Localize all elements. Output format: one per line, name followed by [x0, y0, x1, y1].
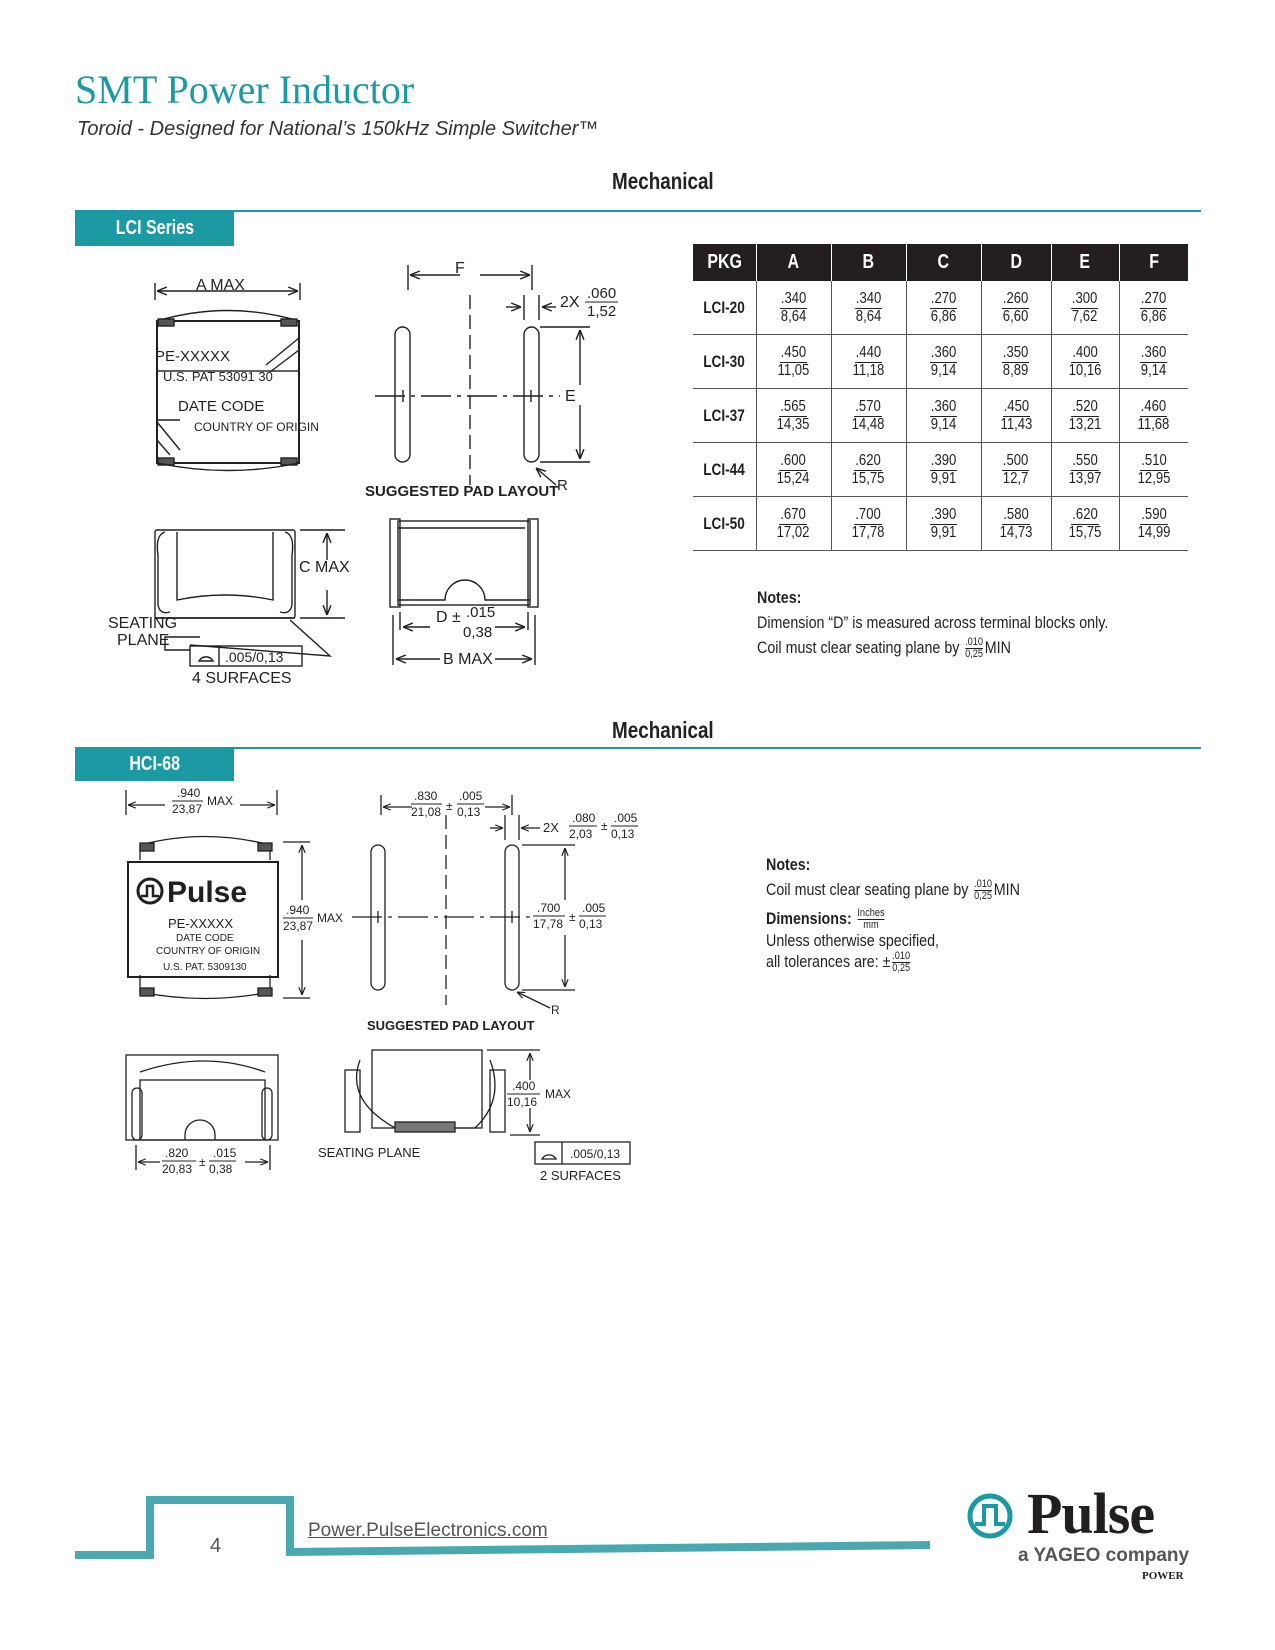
- dim-cell: $\frac{.550}{13,97}$: [1051, 443, 1119, 497]
- dim-cell: $\frac{.600}{15,24}$: [756, 443, 831, 497]
- hci-ht-in: .400: [512, 1079, 536, 1093]
- hci-padw-in: .080: [572, 811, 596, 825]
- hci-ht-mm: 10,16: [507, 1095, 538, 1109]
- pkg-cell: LCI-30: [693, 335, 756, 389]
- page-title: SMT Power Inductor: [75, 67, 415, 112]
- dim-b-max: B MAX: [443, 651, 493, 668]
- flatness-label: .005/0,13: [225, 649, 284, 665]
- hci-r: R: [551, 1003, 560, 1017]
- pkg-cell: LCI-20: [693, 281, 756, 335]
- pad-layout-label: SUGGESTED PAD LAYOUT: [365, 483, 559, 500]
- dim-cell: $\frac{.390}{9,91}$: [906, 497, 981, 551]
- dim-cell: $\frac{.340}{8,64}$: [831, 281, 906, 335]
- hci-dtol-mm: 0,38: [209, 1162, 233, 1176]
- hci-pm-2: ±: [601, 819, 608, 833]
- lci-notes-heading: Notes:: [757, 588, 802, 607]
- dim-cell: $\frac{.700}{17,78}$: [831, 497, 906, 551]
- hci-marking-part: PE-XXXXX: [168, 916, 234, 931]
- dim-cell: $\frac{.500}{12,7}$: [981, 443, 1051, 497]
- marking-part: PE-XXXXX: [155, 348, 231, 365]
- hci-d-in: .820: [165, 1146, 189, 1160]
- hci-pm-3: ±: [569, 910, 576, 924]
- dim-f: F: [455, 260, 465, 277]
- footer-logo-text: Pulse: [1027, 1481, 1155, 1546]
- hci-w-max: MAX: [207, 794, 234, 808]
- hci-marking-date: DATE CODE: [176, 933, 234, 944]
- series-tab-hci: HCI-68: [75, 748, 234, 781]
- hci-pad-mm: 21,08: [411, 805, 442, 819]
- hci-pm-1: ±: [446, 799, 453, 813]
- dim-cell: $\frac{.565}{14,35}$: [756, 389, 831, 443]
- surfaces-label: 4 SURFACES: [192, 670, 292, 687]
- hci-padh-tol-mm: 0,13: [579, 917, 603, 931]
- page-subtitle: Toroid - Designed for National’s 150kHz Simple Switcher™: [77, 118, 599, 140]
- hci-h-in: .940: [286, 903, 310, 917]
- dim-e: E: [565, 388, 576, 405]
- col-header-f: F: [1119, 244, 1188, 281]
- dim-cell: $\frac{.580}{14,73}$: [981, 497, 1051, 551]
- page-number: 4: [210, 1535, 222, 1557]
- footer-logo-division: POWER: [1142, 1570, 1184, 1582]
- pkg-cell: LCI-50: [693, 497, 756, 551]
- dim-cell: $\frac{.570}{14,48}$: [831, 389, 906, 443]
- seating-label-2: PLANE: [117, 632, 170, 649]
- footer-website-link[interactable]: Power.PulseElectronics.com: [308, 1520, 548, 1541]
- col-header-d: D: [981, 244, 1051, 281]
- dim-cell: $\frac{.460}{11,68}$: [1119, 389, 1188, 443]
- hci-h-max: MAX: [317, 911, 344, 925]
- col-header-pkg: PKG: [693, 244, 756, 281]
- hci-seating-label: SEATING PLANE: [318, 1145, 421, 1160]
- hci-padh-tol-in: .005: [582, 901, 606, 915]
- hci-flatness-label: .005/0,13: [570, 1147, 621, 1161]
- dim-cell: $\frac{.270}{6,86}$: [1119, 281, 1188, 335]
- hci-marking-pat: U.S. PAT. 5309130: [163, 962, 247, 973]
- pkg-cell: LCI-44: [693, 443, 756, 497]
- dim-cell: $\frac{.360}{9,14}$: [1119, 335, 1188, 389]
- hci-logo-text: Pulse: [167, 876, 248, 909]
- dim-d-in: .015: [466, 604, 496, 621]
- dim-a-max: A MAX: [196, 277, 245, 294]
- hci-w-in: .940: [177, 786, 201, 800]
- hci-pad-in: .830: [414, 789, 438, 803]
- dim-cell: $\frac{.260}{6,60}$: [981, 281, 1051, 335]
- col-header-c: C: [906, 244, 981, 281]
- dim-cell: $\frac{.360}{9,14}$: [906, 335, 981, 389]
- dim-cell: $\frac{.670}{17,02}$: [756, 497, 831, 551]
- dim-cell: $\frac{.520}{13,21}$: [1051, 389, 1119, 443]
- section-heading-mechanical-2: Mechanical: [612, 717, 714, 743]
- hci-padh-in: .700: [537, 901, 561, 915]
- col-header-b: B: [831, 244, 906, 281]
- dim-r: R: [557, 477, 568, 494]
- dim-cell: $\frac{.510}{12,95}$: [1119, 443, 1188, 497]
- section-heading-mechanical-1: Mechanical: [612, 168, 714, 194]
- hci-padw-tol-mm: 0,13: [611, 827, 635, 841]
- hci-tolerance-line-1: Unless otherwise specified,: [766, 931, 940, 951]
- series-tab-lci: LCI Series: [75, 211, 234, 246]
- dim-pad-mm: 1,52: [587, 303, 617, 320]
- dim-cell: $\frac{.620}{15,75}$: [831, 443, 906, 497]
- hci-ht-max: MAX: [545, 1087, 572, 1101]
- seating-label-1: SEATING: [108, 615, 178, 632]
- hci-d-mm: 20,83: [162, 1162, 193, 1176]
- hci-tolerance-line-2: all tolerances are: ± $\frac{.010}{0,25}$: [766, 950, 911, 975]
- hci-padw-tol-in: .005: [614, 811, 638, 825]
- hci-pad-layout-label: SUGGESTED PAD LAYOUT: [367, 1018, 535, 1033]
- dim-pad-in: .060: [587, 285, 617, 302]
- dim-c-max: C MAX: [299, 559, 350, 576]
- hci-marking-origin: COUNTRY OF ORIGIN: [156, 946, 261, 957]
- dim-cell: $\frac{.390}{9,91}$: [906, 443, 981, 497]
- lci-note-1: Dimension “D” is measured across terminal blocks only.: [757, 613, 1109, 632]
- lci-note-2: Coil must clear seating plane by $\frac{.010}{0,25}$ MIN: [757, 636, 1011, 661]
- dim-2x: 2X: [560, 294, 580, 311]
- hci-w-mm: 23,87: [172, 802, 203, 816]
- hci-notes-heading: Notes:: [766, 855, 811, 874]
- footer-logo-tagline: a YAGEO company: [1018, 1545, 1190, 1566]
- dim-cell: $\frac{.440}{11,18}$: [831, 335, 906, 389]
- dim-cell: $\frac{.350}{8,89}$: [981, 335, 1051, 389]
- hci-dimensions-units: Dimensions: Inches mm: [766, 907, 885, 932]
- hci-tol-mm: 0,13: [457, 805, 481, 819]
- hci-2x: 2X: [543, 820, 559, 835]
- hci-dtol-in: .015: [213, 1146, 237, 1160]
- dim-d-mm: 0,38: [463, 624, 493, 641]
- dim-cell: $\frac{.590}{14,99}$: [1119, 497, 1188, 551]
- col-header-a: A: [756, 244, 831, 281]
- marking-pat: U.S. PAT 53091 30: [163, 369, 273, 384]
- col-header-e: E: [1051, 244, 1119, 281]
- hci-h-mm: 23,87: [283, 919, 314, 933]
- hci-note-1: Coil must clear seating plane by $\frac{.010}{0,25}$ MIN: [766, 878, 1020, 903]
- dim-cell: $\frac{.270}{6,86}$: [906, 281, 981, 335]
- dim-cell: $\frac{.400}{10,16}$: [1051, 335, 1119, 389]
- dim-d-label: D ±: [436, 609, 461, 626]
- dim-cell: $\frac{.450}{11,05}$: [756, 335, 831, 389]
- hci-surfaces-label: 2 SURFACES: [540, 1168, 621, 1183]
- marking-origin: COUNTRY OF ORIGIN: [194, 420, 319, 434]
- hci-tol-in: .005: [459, 789, 483, 803]
- dim-cell: $\frac{.300}{7,62}$: [1051, 281, 1119, 335]
- dim-cell: $\frac{.620}{15,75}$: [1051, 497, 1119, 551]
- pkg-cell: LCI-37: [693, 389, 756, 443]
- dim-cell: $\frac{.450}{11,43}$: [981, 389, 1051, 443]
- hci-padh-mm: 17,78: [533, 917, 564, 931]
- dim-cell: $\frac{.340}{8,64}$: [756, 281, 831, 335]
- marking-date: DATE CODE: [178, 398, 265, 415]
- dim-cell: $\frac{.360}{9,14}$: [906, 389, 981, 443]
- hci-padw-mm: 2,03: [569, 827, 593, 841]
- hci-pm-4: ±: [199, 1155, 206, 1169]
